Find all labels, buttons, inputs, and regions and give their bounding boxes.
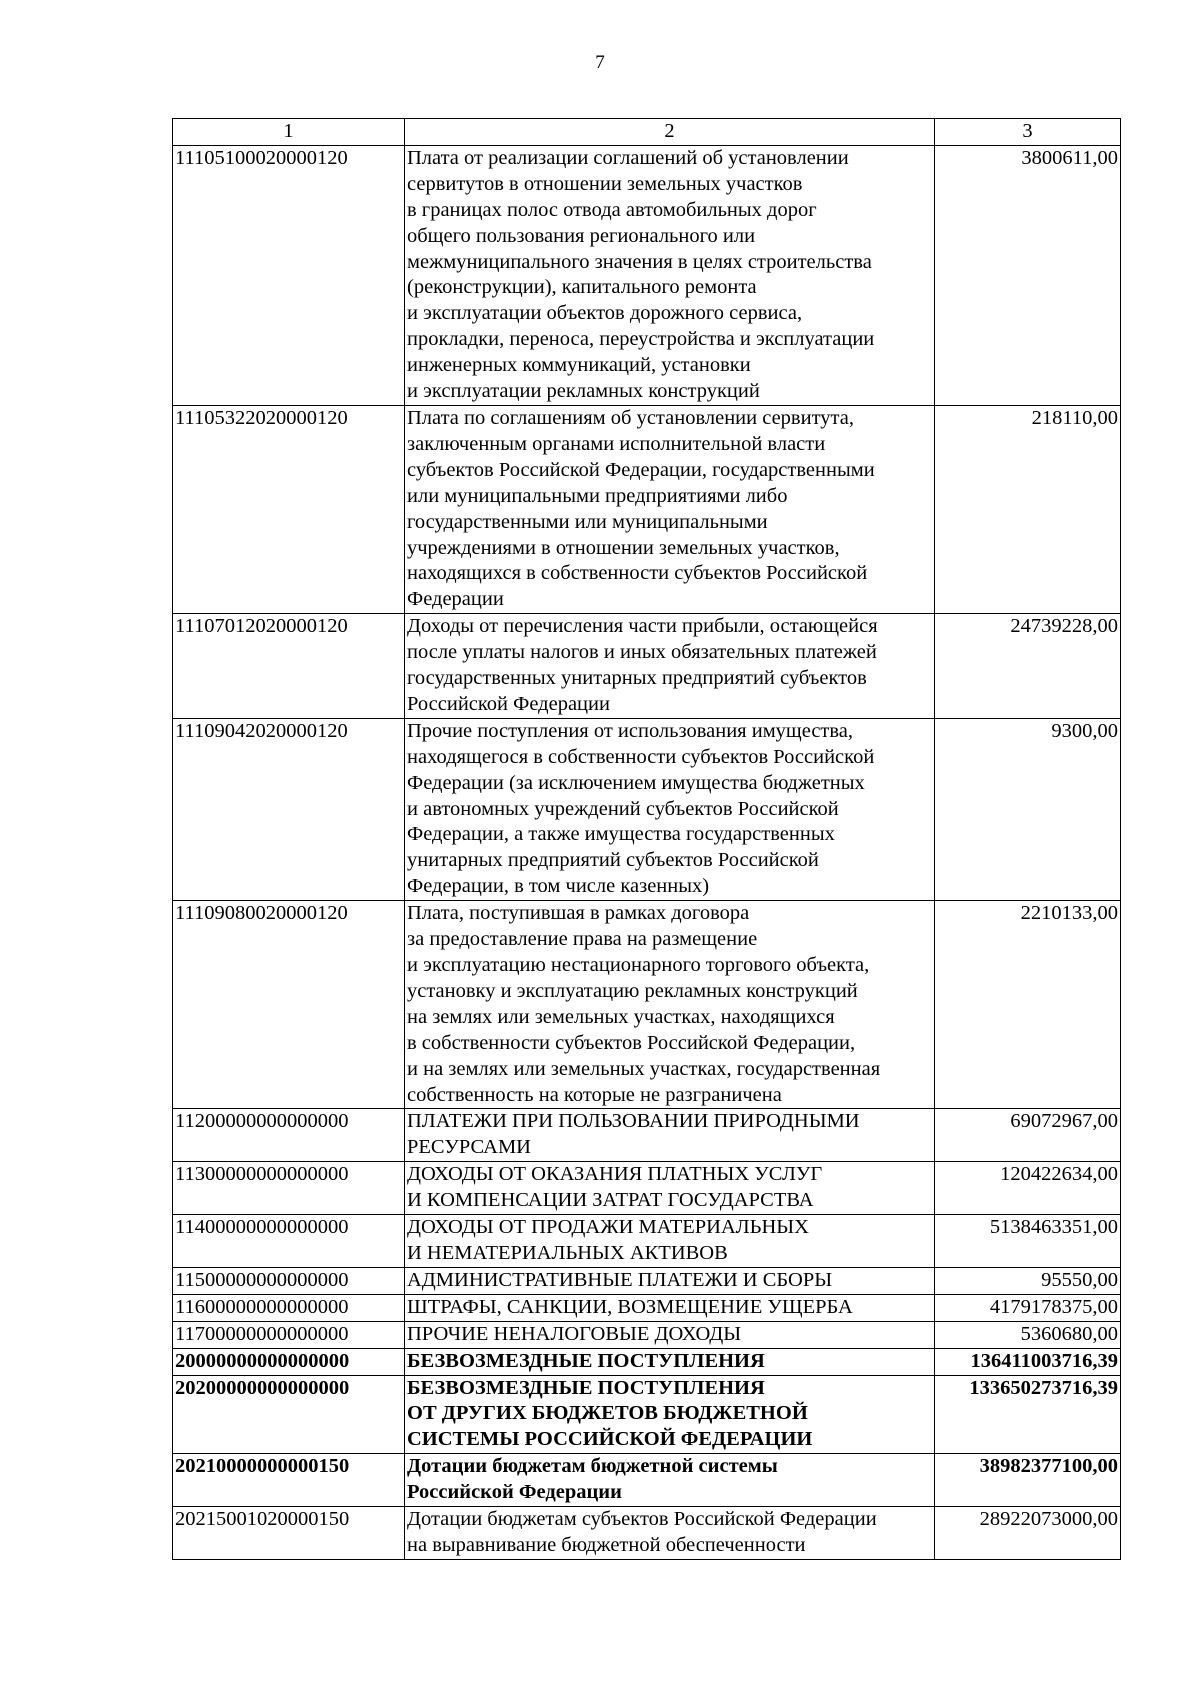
amount-cell: 3800611,00 (935, 145, 1121, 405)
description-cell: Прочие поступления от использования имущества, находящегося в собственности субъектов Российской Федерации (за исключением имущества бюджетных и автономных учреждений субъектов Российской Федерации, а также имущества государственных унитарных предприятий субъектов Российской Федерации, в том числе казенных) (405, 718, 935, 900)
code-cell: 11107012020000120 (173, 614, 405, 719)
description-cell: ДОХОДЫ ОТ ПРОДАЖИ МАТЕРИАЛЬНЫХ И НЕМАТЕРИАЛЬНЫХ АКТИВОВ (405, 1215, 935, 1268)
table-row (173, 1348, 1121, 1375)
code-cell: 20215001020000150 (173, 1507, 405, 1560)
code-cell: 11109042020000120 (173, 718, 405, 900)
description-cell: ПРОЧИЕ НЕНАЛОГОВЫЕ ДОХОДЫ (405, 1321, 935, 1348)
column-header-description: 2 (405, 119, 935, 146)
column-header-code: 1 (173, 119, 405, 146)
page-number: 7 (595, 52, 605, 73)
code-cell: 11109080020000120 (173, 901, 405, 1109)
amount-cell: 136411003716,39 (935, 1348, 1121, 1375)
amount-cell: 28922073000,00 (935, 1507, 1121, 1560)
description-cell: БЕЗВОЗМЕЗДНЫЕ ПОСТУПЛЕНИЯ ОТ ДРУГИХ БЮДЖЕТОВ БЮДЖЕТНОЙ СИСТЕМЫ РОССИЙСКОЙ ФЕДЕРАЦИИ (405, 1375, 935, 1454)
amount-cell: 5138463351,00 (935, 1215, 1121, 1268)
amount-cell: 5360680,00 (935, 1321, 1121, 1348)
table-row (173, 718, 1121, 900)
description-cell: БЕЗВОЗМЕЗДНЫЕ ПОСТУПЛЕНИЯ (405, 1348, 935, 1375)
table-row (173, 1321, 1121, 1348)
amount-cell: 133650273716,39 (935, 1375, 1121, 1454)
table-row (173, 405, 1121, 613)
amount-cell: 120422634,00 (935, 1162, 1121, 1215)
table-row (173, 1507, 1121, 1560)
description-cell: АДМИНИСТРАТИВНЫЕ ПЛАТЕЖИ И СБОРЫ (405, 1267, 935, 1294)
table-row (173, 1375, 1121, 1454)
code-cell: 11700000000000000 (173, 1321, 405, 1348)
budget-revenue-table (172, 118, 1121, 1560)
table-body (173, 145, 1121, 1559)
description-cell: Доходы от перечисления части прибыли, остающейся после уплаты налогов и иных обязательных платежей государственных унитарных предприятий субъектов Российской Федерации (405, 614, 935, 719)
description-cell: Дотации бюджетам субъектов Российской Федерации на выравнивание бюджетной обеспеченности (405, 1507, 935, 1560)
code-cell: 11300000000000000 (173, 1162, 405, 1215)
description-cell: Плата, поступившая в рамках договора за предоставление права на размещение и эксплуатацию нестационарного торгового объекта, установку и эксплуатацию рекламных конструкций на землях или земельных участках, находящихся в собственности субъектов Российской Федерации, и на землях или земельных участках, государственная собственность на которые не разграничена (405, 901, 935, 1109)
amount-cell: 24739228,00 (935, 614, 1121, 719)
description-cell: Плата от реализации соглашений об установлении сервитутов в отношении земельных участков в границах полос отвода автомобильных дорог общего пользования регионального или межмуниципального значения в целях строительства (реконструкции), капитального ремонта и эксплуатации объектов дорожного сервиса, прокладки, переноса, переустройства и эксплуатации инженерных коммуникаций, установки и эксплуатации рекламных конструкций (405, 145, 935, 405)
code-cell: 20200000000000000 (173, 1375, 405, 1454)
code-cell: 11400000000000000 (173, 1215, 405, 1268)
description-cell: ДОХОДЫ ОТ ОКАЗАНИЯ ПЛАТНЫХ УСЛУГ И КОМПЕНСАЦИИ ЗАТРАТ ГОСУДАРСТВА (405, 1162, 935, 1215)
code-cell: 11105322020000120 (173, 405, 405, 613)
amount-cell: 2210133,00 (935, 901, 1121, 1109)
description-cell: Дотации бюджетам бюджетной системы Российской Федерации (405, 1454, 935, 1507)
code-cell: 20210000000000150 (173, 1454, 405, 1507)
description-cell: ШТРАФЫ, САНКЦИИ, ВОЗМЕЩЕНИЕ УЩЕРБА (405, 1294, 935, 1321)
amount-cell: 95550,00 (935, 1267, 1121, 1294)
code-cell: 11600000000000000 (173, 1294, 405, 1321)
table-row (173, 1454, 1121, 1507)
amount-cell: 38982377100,00 (935, 1454, 1121, 1507)
amount-cell: 4179178375,00 (935, 1294, 1121, 1321)
table-row (173, 1162, 1121, 1215)
table-row (173, 1215, 1121, 1268)
table-row (173, 901, 1121, 1109)
amount-cell: 9300,00 (935, 718, 1121, 900)
table-row (173, 145, 1121, 405)
table-row (173, 614, 1121, 719)
code-cell: 11105100020000120 (173, 145, 405, 405)
code-cell: 20000000000000000 (173, 1348, 405, 1375)
code-cell: 11200000000000000 (173, 1109, 405, 1162)
table-row (173, 1294, 1121, 1321)
code-cell: 11500000000000000 (173, 1267, 405, 1294)
table-row (173, 1267, 1121, 1294)
table-header-row (173, 119, 1121, 146)
amount-cell: 218110,00 (935, 405, 1121, 613)
description-cell: ПЛАТЕЖИ ПРИ ПОЛЬЗОВАНИИ ПРИРОДНЫМИ РЕСУРСАМИ (405, 1109, 935, 1162)
description-cell: Плата по соглашениям об установлении сервитута, заключенным органами исполнительной власти субъектов Российской Федерации, государственными или муниципальными предприятиями либо государственными или муниципальными учреждениями в отношении земельных участков, находящихся в собственности субъектов Российской Федерации (405, 405, 935, 613)
column-header-amount: 3 (935, 119, 1121, 146)
table-row (173, 1109, 1121, 1162)
amount-cell: 69072967,00 (935, 1109, 1121, 1162)
